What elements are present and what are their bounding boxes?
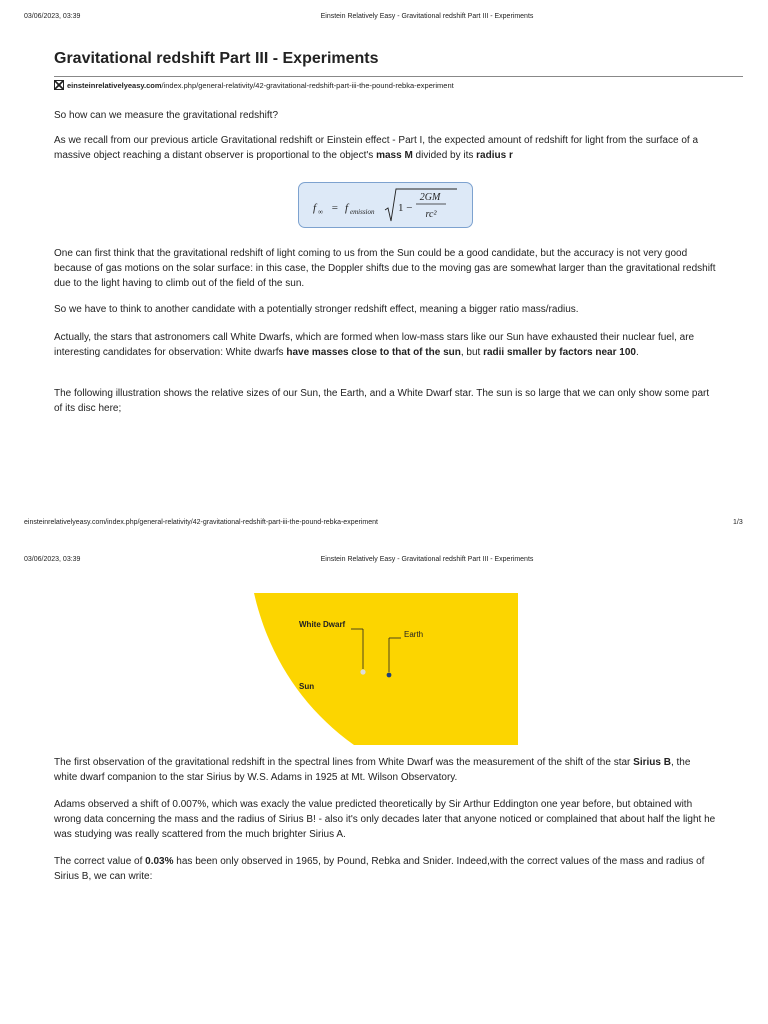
label-earth: Earth <box>404 630 424 639</box>
formula-equals: = <box>329 202 341 214</box>
earth-dot <box>387 673 392 678</box>
paragraph-correct-value: The correct value of 0.03% has been only observed in 1965, by Pound, Rebka and Snider. Indeed,with the correct values of the mass and radius of Sirius B, we can write: <box>54 856 705 882</box>
paragraph-sirius-b: The first observation of the gravitational redshift in the spectral lines from White Dwarf was the measurement of the shift of the star Sirius B, the white dwarf companion to the star Sirius by W.S. Adams in 1925 at Mt. Wilson Observatory. <box>54 757 691 783</box>
paragraph-adams: Adams observed a shift of 0.007%, which was exacly the value predicted theoretically by Sir Arthur Eddington one year before, but obtained with wrong data concerning the mass and the radius of Sirius B! - also it's only decades later that anyone noticed or complained that about half the light he was studying was really scattered from the much brighter Sirius A. <box>54 799 716 840</box>
white-dwarf-dot <box>360 669 365 674</box>
formula-one-minus: 1 − <box>398 202 413 214</box>
formula-rhs: f <box>345 202 349 214</box>
sun-disc <box>254 593 518 745</box>
print-page-title: Einstein Relatively Easy - Gravitational redshift Part III - Experiments <box>320 13 534 20</box>
source-domain: einsteinrelativelyeasy.com <box>67 80 162 90</box>
formula-rhs-sub: emission <box>350 208 375 216</box>
print-page-title-page2: Einstein Relatively Easy - Gravitational redshift Part III - Experiments <box>320 556 534 563</box>
paragraph-recall: As we recall from our previous article Gravitational redshift or Einstein effect - Part I, the expected amount of redshift for light from the surface of a massive object reaching a distant observer is proportional to the object's mass M divided by its radius r <box>54 135 698 161</box>
print-footer-url: einsteinrelativelyeasy.com/index.php/general-relativity/42-gravitational-redshift-part-iii-the-pound-rebka-experiment <box>24 519 378 526</box>
size-comparison-illustration <box>254 593 518 745</box>
source-link[interactable] <box>54 80 454 90</box>
print-page-number: 1/3 <box>733 519 743 526</box>
radius-term: radius r <box>476 150 513 161</box>
mass-term: mass M <box>376 150 413 161</box>
label-sun: Sun <box>299 682 315 691</box>
formula-numerator: 2GM <box>419 192 441 203</box>
print-timestamp: 03/06/2023, 03:39 <box>24 13 81 20</box>
formula-lhs: f <box>313 202 317 214</box>
masses-emphasis: have masses close to that of the sun <box>286 347 461 358</box>
title-divider <box>54 76 743 77</box>
print-timestamp-page2: 03/06/2023, 03:39 <box>24 556 81 563</box>
formula-lhs-sub: ∞ <box>318 208 323 216</box>
paragraph-other-candidate: So we have to think to another candidate with a potentially stronger redshift effect, meaning a bigger ratio mass/radius. <box>54 304 579 315</box>
correct-value-term: 0.03% <box>145 856 174 867</box>
paragraph-sun-candidate: One can first think that the gravitational redshift of light coming to us from the Sun could be a good candidate, but the accuracy is not very good because of gas motions on the solar surface: in this case, the Doppler shifts due to the moving gas are somewhat larger than the gravitational redshift due to the light having to climb out of the field of the sun. <box>54 248 716 289</box>
article-title: Gravitational redshift Part III - Experiments <box>54 50 379 67</box>
paragraph-intro: So how can we measure the gravitational redshift? <box>54 110 279 121</box>
source-path: /index.php/general-relativity/42-gravitational-redshift-part-iii-the-pound-rebka-experiment <box>161 80 454 90</box>
formula-denominator: rc² <box>425 209 437 220</box>
paragraph-white-dwarfs: Actually, the stars that astronomers call White Dwarfs, which are formed when low-mass stars like our Sun have exhausted their nuclear fuel, are interesting candidates for observation: White dwarfs have masses close to that of the sun, but radii smaller by factors near 100. <box>54 332 695 358</box>
redshift-formula <box>298 182 473 228</box>
label-white-dwarf: White Dwarf <box>299 620 346 629</box>
site-logo-icon <box>54 80 64 90</box>
paragraph-illustration-intro: The following illustration shows the relative sizes of our Sun, the Earth, and a White Dwarf star. The sun is so large that we can only show some part of its disc here; <box>54 388 710 414</box>
sirius-b-term: Sirius B <box>633 757 671 768</box>
radii-emphasis: radii smaller by factors near 100 <box>483 347 636 358</box>
